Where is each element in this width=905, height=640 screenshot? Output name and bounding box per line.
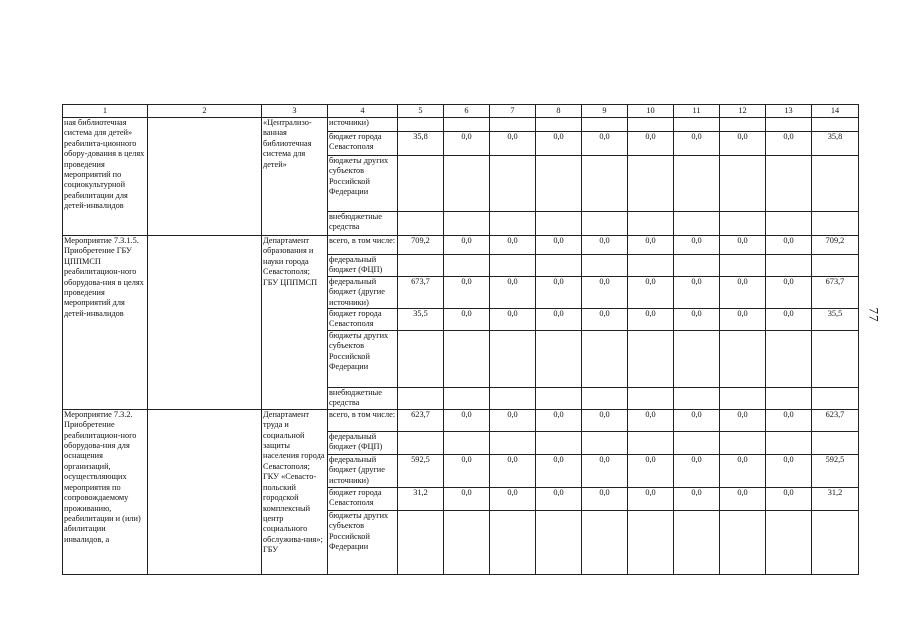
funding-source-cell: бюджет города Севастополя — [328, 487, 398, 510]
value-cell-col-11 — [674, 431, 720, 454]
value-cell-col-7: 0,0 — [490, 276, 536, 308]
executor-cell: «Централизо-ванная библиотечная система для детей» — [262, 118, 328, 236]
value-cell-col-9 — [582, 431, 628, 454]
value-cell-col-5: 673,7 — [398, 276, 444, 308]
funding-source-cell: внебюджетные средства — [328, 387, 398, 409]
value-cell-col-13 — [766, 255, 812, 277]
value-cell-col-9: 0,0 — [582, 487, 628, 510]
value-cell-col-10: 0,0 — [628, 236, 674, 255]
value-cell-col-10 — [628, 212, 674, 236]
value-cell-col-8: 0,0 — [536, 409, 582, 431]
value-cell-col-13: 0,0 — [766, 487, 812, 510]
col-header-12: 12 — [720, 105, 766, 118]
value-cell-col-6 — [444, 387, 490, 409]
value-cell-col-6 — [444, 510, 490, 574]
value-cell-col-10 — [628, 330, 674, 387]
value-cell-col-14: 673,7 — [812, 276, 859, 308]
value-cell-col-12 — [720, 330, 766, 387]
value-cell-col-7 — [490, 118, 536, 132]
value-cell-col-14: 35,8 — [812, 132, 859, 156]
budget-table — [62, 104, 859, 575]
col-header-13: 13 — [766, 105, 812, 118]
page-number: 77 — [866, 307, 882, 323]
value-cell-col-10 — [628, 387, 674, 409]
value-cell-col-14: 623,7 — [812, 409, 859, 431]
value-cell-col-9: 0,0 — [582, 309, 628, 331]
value-cell-col-12 — [720, 156, 766, 212]
value-cell-col-6 — [444, 118, 490, 132]
value-cell-col-11: 0,0 — [674, 309, 720, 331]
value-cell-col-11 — [674, 510, 720, 574]
value-cell-col-10 — [628, 431, 674, 454]
value-cell-col-13: 0,0 — [766, 276, 812, 308]
value-cell-col-11: 0,0 — [674, 276, 720, 308]
value-cell-col-7 — [490, 510, 536, 574]
value-cell-col-10: 0,0 — [628, 276, 674, 308]
value-cell-col-14 — [812, 118, 859, 132]
column-2-cell — [148, 236, 262, 410]
value-cell-col-8: 0,0 — [536, 487, 582, 510]
value-cell-col-14 — [812, 510, 859, 574]
value-cell-col-9: 0,0 — [582, 409, 628, 431]
value-cell-col-12: 0,0 — [720, 236, 766, 255]
value-cell-col-7: 0,0 — [490, 132, 536, 156]
value-cell-col-11 — [674, 255, 720, 277]
value-cell-col-9 — [582, 156, 628, 212]
value-cell-col-7 — [490, 156, 536, 212]
funding-source-cell: бюджеты других субъектов Российской Федерации — [328, 510, 398, 574]
value-cell-col-8 — [536, 212, 582, 236]
activity-name-cell: Мероприятие 7.3.1.5. Приобретение ГБУ ЦППМСП реабилитацион-ного оборудова-ния в целях проведения мероприятий для детей-инвалидов — [63, 236, 148, 410]
funding-source-cell: федеральный бюджет (ФЦП) — [328, 431, 398, 454]
value-cell-col-12 — [720, 212, 766, 236]
value-cell-col-6 — [444, 212, 490, 236]
value-cell-col-12: 0,0 — [720, 276, 766, 308]
value-cell-col-7: 0,0 — [490, 309, 536, 331]
value-cell-col-11 — [674, 118, 720, 132]
col-header-3: 3 — [262, 105, 328, 118]
value-cell-col-11 — [674, 387, 720, 409]
value-cell-col-13 — [766, 431, 812, 454]
value-cell-col-7: 0,0 — [490, 454, 536, 487]
value-cell-col-6: 0,0 — [444, 276, 490, 308]
value-cell-col-14: 592,5 — [812, 454, 859, 487]
value-cell-col-9: 0,0 — [582, 236, 628, 255]
value-cell-col-12: 0,0 — [720, 454, 766, 487]
table-row — [63, 118, 859, 132]
value-cell-col-13: 0,0 — [766, 409, 812, 431]
col-header-2: 2 — [148, 105, 262, 118]
funding-source-cell: федеральный бюджет (другие источники) — [328, 454, 398, 487]
value-cell-col-6: 0,0 — [444, 309, 490, 331]
col-header-7: 7 — [490, 105, 536, 118]
value-cell-col-9: 0,0 — [582, 276, 628, 308]
table-row — [63, 409, 859, 431]
value-cell-col-7: 0,0 — [490, 236, 536, 255]
value-cell-col-12 — [720, 118, 766, 132]
col-header-4: 4 — [328, 105, 398, 118]
value-cell-col-8 — [536, 255, 582, 277]
value-cell-col-10: 0,0 — [628, 132, 674, 156]
executor-cell: Департамент образования и науки города Севастополя; ГБУ ЦППМСП — [262, 236, 328, 410]
col-header-6: 6 — [444, 105, 490, 118]
value-cell-col-12: 0,0 — [720, 487, 766, 510]
funding-source-cell: всего, в том числе: — [328, 409, 398, 431]
value-cell-col-6: 0,0 — [444, 236, 490, 255]
value-cell-col-8: 0,0 — [536, 309, 582, 331]
value-cell-col-6 — [444, 431, 490, 454]
value-cell-col-13 — [766, 510, 812, 574]
value-cell-col-12: 0,0 — [720, 409, 766, 431]
value-cell-col-5: 623,7 — [398, 409, 444, 431]
value-cell-col-10: 0,0 — [628, 487, 674, 510]
funding-source-cell: федеральный бюджет (ФЦП) — [328, 255, 398, 277]
value-cell-col-8 — [536, 330, 582, 387]
value-cell-col-8 — [536, 387, 582, 409]
value-cell-col-8: 0,0 — [536, 132, 582, 156]
value-cell-col-13 — [766, 330, 812, 387]
value-cell-col-14 — [812, 212, 859, 236]
value-cell-col-7 — [490, 212, 536, 236]
value-cell-col-5 — [398, 212, 444, 236]
value-cell-col-10 — [628, 510, 674, 574]
value-cell-col-5: 592,5 — [398, 454, 444, 487]
value-cell-col-7 — [490, 255, 536, 277]
value-cell-col-13 — [766, 156, 812, 212]
funding-source-cell: бюджет города Севастополя — [328, 132, 398, 156]
value-cell-col-6 — [444, 330, 490, 387]
value-cell-col-5 — [398, 510, 444, 574]
value-cell-col-5 — [398, 387, 444, 409]
value-cell-col-10: 0,0 — [628, 454, 674, 487]
value-cell-col-12 — [720, 510, 766, 574]
table-row — [63, 236, 859, 255]
value-cell-col-6 — [444, 255, 490, 277]
header-row — [63, 105, 859, 118]
value-cell-col-9 — [582, 255, 628, 277]
value-cell-col-11: 0,0 — [674, 236, 720, 255]
funding-source-cell: источники) — [328, 118, 398, 132]
value-cell-col-11 — [674, 156, 720, 212]
value-cell-col-8 — [536, 431, 582, 454]
col-header-1: 1 — [63, 105, 148, 118]
funding-source-cell: федеральный бюджет (другие источники) — [328, 276, 398, 308]
value-cell-col-11: 0,0 — [674, 132, 720, 156]
value-cell-col-12 — [720, 431, 766, 454]
value-cell-col-5: 35,5 — [398, 309, 444, 331]
value-cell-col-9 — [582, 212, 628, 236]
funding-source-cell: бюджет города Севастополя — [328, 309, 398, 331]
value-cell-col-5 — [398, 118, 444, 132]
column-2-cell — [148, 409, 262, 574]
value-cell-col-10: 0,0 — [628, 309, 674, 331]
value-cell-col-12 — [720, 255, 766, 277]
funding-source-cell: внебюджетные средства — [328, 212, 398, 236]
value-cell-col-10: 0,0 — [628, 409, 674, 431]
value-cell-col-13: 0,0 — [766, 236, 812, 255]
value-cell-col-8 — [536, 510, 582, 574]
funding-source-cell: всего, в том числе: — [328, 236, 398, 255]
value-cell-col-12: 0,0 — [720, 132, 766, 156]
value-cell-col-8: 0,0 — [536, 454, 582, 487]
value-cell-col-14 — [812, 387, 859, 409]
value-cell-col-5: 709,2 — [398, 236, 444, 255]
value-cell-col-7: 0,0 — [490, 487, 536, 510]
value-cell-col-11: 0,0 — [674, 454, 720, 487]
value-cell-col-8 — [536, 156, 582, 212]
activity-name-cell: ная библиотечная система для детей» реабилита-ционного обору-дования в целях проведения мероприятий по социокультурной реабилитации для детей-инвалидов — [63, 118, 148, 236]
value-cell-col-11 — [674, 212, 720, 236]
value-cell-col-6: 0,0 — [444, 487, 490, 510]
value-cell-col-7 — [490, 330, 536, 387]
value-cell-col-7: 0,0 — [490, 409, 536, 431]
value-cell-col-13 — [766, 212, 812, 236]
col-header-5: 5 — [398, 105, 444, 118]
value-cell-col-7 — [490, 387, 536, 409]
value-cell-col-5: 31,2 — [398, 487, 444, 510]
funding-source-cell: бюджеты других субъектов Российской Федерации — [328, 156, 398, 212]
value-cell-col-5 — [398, 156, 444, 212]
value-cell-col-6: 0,0 — [444, 132, 490, 156]
value-cell-col-6 — [444, 156, 490, 212]
value-cell-col-10 — [628, 118, 674, 132]
value-cell-col-10 — [628, 156, 674, 212]
value-cell-col-13: 0,0 — [766, 454, 812, 487]
value-cell-col-14: 35,5 — [812, 309, 859, 331]
value-cell-col-9 — [582, 387, 628, 409]
value-cell-col-9 — [582, 330, 628, 387]
value-cell-col-5: 35,8 — [398, 132, 444, 156]
value-cell-col-14: 31,2 — [812, 487, 859, 510]
value-cell-col-7 — [490, 431, 536, 454]
funding-source-cell: бюджеты других субъектов Российской Федерации — [328, 330, 398, 387]
col-header-8: 8 — [536, 105, 582, 118]
value-cell-col-13 — [766, 387, 812, 409]
column-2-cell — [148, 118, 262, 236]
value-cell-col-14 — [812, 330, 859, 387]
value-cell-col-5 — [398, 431, 444, 454]
value-cell-col-14 — [812, 255, 859, 277]
value-cell-col-8: 0,0 — [536, 236, 582, 255]
value-cell-col-9: 0,0 — [582, 454, 628, 487]
value-cell-col-12 — [720, 387, 766, 409]
value-cell-col-11: 0,0 — [674, 487, 720, 510]
value-cell-col-11 — [674, 330, 720, 387]
value-cell-col-13 — [766, 118, 812, 132]
value-cell-col-14: 709,2 — [812, 236, 859, 255]
col-header-9: 9 — [582, 105, 628, 118]
value-cell-col-10 — [628, 255, 674, 277]
value-cell-col-13: 0,0 — [766, 132, 812, 156]
activity-name-cell: Мероприятие 7.3.2. Приобретение реабилитацион-ного оборудова-ния для оснащения организаций, осуществляющих мероприятия по сопровождаемому проживанию, реабилитации и (или) абилитации инвалидов, а — [63, 409, 148, 574]
value-cell-col-6: 0,0 — [444, 409, 490, 431]
value-cell-col-8: 0,0 — [536, 276, 582, 308]
value-cell-col-14 — [812, 431, 859, 454]
col-header-11: 11 — [674, 105, 720, 118]
value-cell-col-5 — [398, 330, 444, 387]
col-header-10: 10 — [628, 105, 674, 118]
value-cell-col-13: 0,0 — [766, 309, 812, 331]
value-cell-col-9: 0,0 — [582, 132, 628, 156]
value-cell-col-9 — [582, 510, 628, 574]
value-cell-col-14 — [812, 156, 859, 212]
value-cell-col-12: 0,0 — [720, 309, 766, 331]
value-cell-col-9 — [582, 118, 628, 132]
value-cell-col-8 — [536, 118, 582, 132]
value-cell-col-11: 0,0 — [674, 409, 720, 431]
executor-cell: Департамент труда и социальной защиты населения города Севастополя; ГКУ «Севасто-польский городской комплексный центр социального обслужива-ния»; ГБУ — [262, 409, 328, 574]
col-header-14: 14 — [812, 105, 859, 118]
value-cell-col-5 — [398, 255, 444, 277]
value-cell-col-6: 0,0 — [444, 454, 490, 487]
